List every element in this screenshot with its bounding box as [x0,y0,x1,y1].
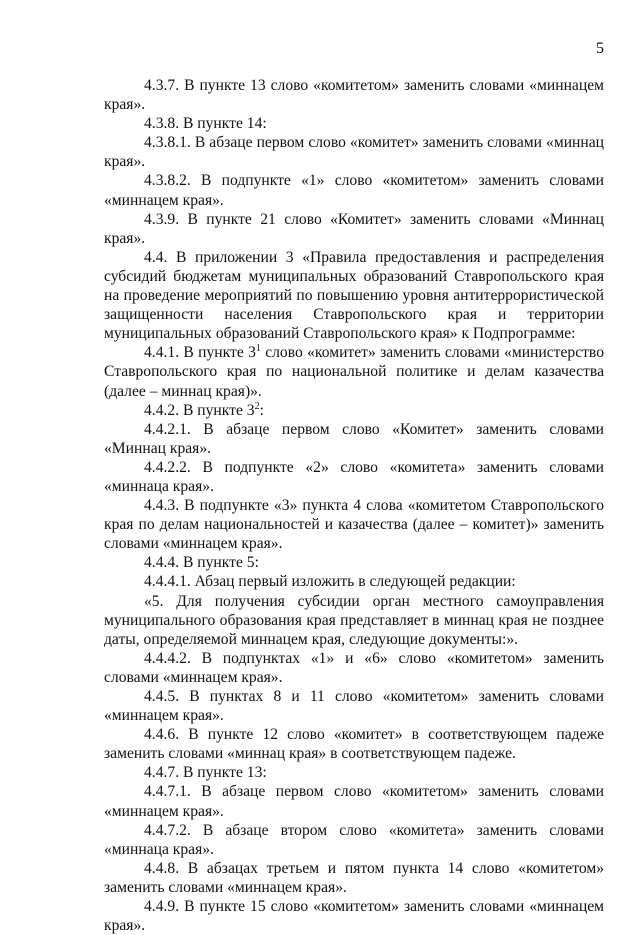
paragraph-4-4-7: 4.4.7. В пункте 13: [144,764,267,782]
quoted-paragraph-5: «5. Для получения субсидии орган местного самоуправления муниципального образования края представляет в миннац края не позднее даты, определяемой миннацем края, следующие документы:». [104,592,604,648]
paragraph-4-3-8-2: 4.3.8.2. В подпункте «1» слово «комитетом» заменить словами «миннацем края». [104,172,604,209]
paragraph-4-4-2 [104,401,604,420]
paragraph-4-4-4: 4.4.4. В пункте 5: [144,554,259,572]
paragraph-4-3-9: 4.3.9. В пункте 21 слово «Комитет» заменить словами «Миннац края». [104,210,604,247]
paragraph-4-4-2-1: 4.4.2.1. В абзаце первом слово «Комитет» заменить словами «Миннац края». [104,420,604,457]
document-body [104,76,604,935]
superscript-1: 1 [255,343,261,355]
superscript-2: 2 [254,400,260,412]
paragraph-4-4-8: 4.4.8. В абзацах третьем и пятом пункта 14 слово «комитетом» заменить словами «миннацем края». [104,859,604,896]
paragraph-4-4-7-1: 4.4.7.1. В абзаце первом слово «комитетом» заменить словами «миннацем края». [104,783,604,820]
paragraph-4-4-1-start: 4.4.1. В пункте 3 [144,344,256,362]
paragraph-4-4-4-2: 4.4.4.2. В подпунктах «1» и «6» слово «комитетом» заменить словами «миннацем края». [104,649,604,686]
paragraph-4-4-3: 4.4.3. В подпункте «3» пункта 4 слова «комитетом Ставропольского края по делам национальностей и казачества (далее – комитет)» заменить словами «миннацем края». [104,497,604,553]
paragraph-4-4-7-2: 4.4.7.2. В абзаце втором слово «комитета» заменить словами «миннаца края». [104,821,604,858]
paragraph-4-4-1 [104,343,604,400]
paragraph-4-4-1-rest: слово «комитет» заменить словами «министерство Ставропольского края по национальной политике и делам казачества (далее – миннац края)». [104,344,604,400]
paragraph-4-4-2-start: 4.4.2. В пункте 3 [144,401,255,419]
paragraph-4-4: 4.4. В приложении 3 «Правила предоставления и распределения субсидий бюджетам муниципальных образований Ставропольского края на проведение мероприятий по повышению уровня антитеррористической защищенности населения Ставропольского края и территории муниципальных образований Ставропольского края» к Подпрограмме: [104,248,604,343]
paragraph-4-4-5: 4.4.5. В пунктах 8 и 11 слово «комитетом» заменить словами «миннацем края». [104,688,604,725]
paragraph-4-4-2-rest: : [259,401,264,419]
paragraph-4-4-6: 4.4.6. В пункте 12 слово «комитет» в соответствующем падеже заменить словами «миннац края» в соответствующем падеже. [104,726,604,763]
paragraph-4-3-8: 4.3.8. В пункте 14: [144,115,267,133]
paragraph-4-4-2-2: 4.4.2.2. В подпункте «2» слово «комитета» заменить словами «миннаца края». [104,458,604,495]
page-number: 5 [596,40,604,57]
paragraph-4-4-4-1: 4.4.4.1. Абзац первый изложить в следующей редакции: [144,573,516,591]
paragraph-4-4-9: 4.4.9. В пункте 15 слово «комитетом» заменить словами «миннацем края». [104,898,604,935]
paragraph-4-3-7: 4.3.7. В пункте 13 слово «комитетом» заменить словами «миннацем края». [104,77,604,114]
paragraph-4-3-8-1: 4.3.8.1. В абзаце первом слово «комитет» заменить словами «миннац края». [104,134,604,171]
